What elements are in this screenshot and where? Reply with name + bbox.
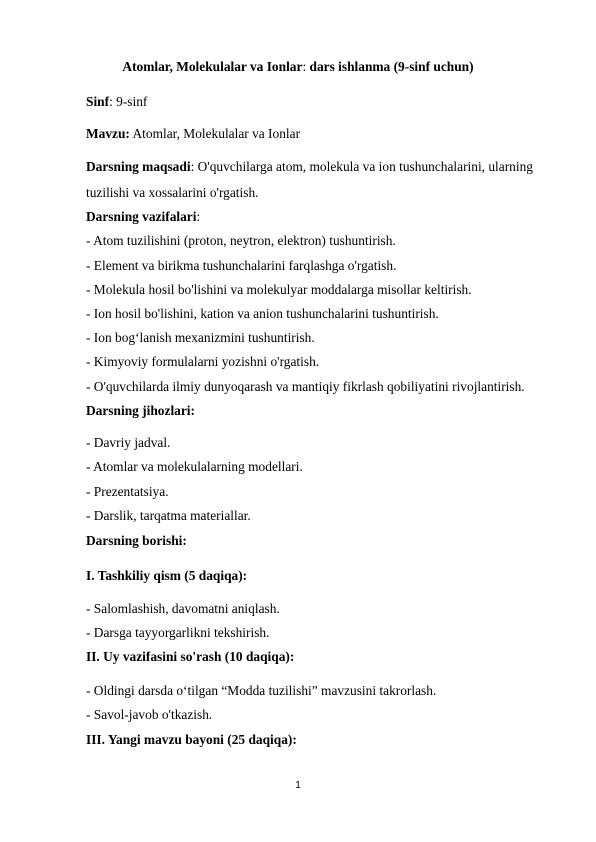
tasks-heading bbox=[86, 208, 200, 225]
goal-line-2: tuzilishi va xossalarini o'rgatish. bbox=[86, 185, 259, 200]
task-item: - Ion bog‘lanish mexanizmini tushuntirish. bbox=[86, 330, 315, 345]
grade-line bbox=[86, 93, 147, 110]
title-colon: : bbox=[302, 59, 310, 74]
topic-value: Atomlar, Molekulalar va Ionlar bbox=[129, 126, 301, 141]
topic-line bbox=[86, 125, 300, 142]
topic-label: Mavzu: bbox=[86, 126, 130, 141]
equipment-item: - Atomlar va molekulalarning modellari. bbox=[86, 459, 303, 474]
part1-item: - Darsga tayyorgarlikni tekshirish. bbox=[86, 625, 270, 640]
task-item: - Atom tuzilishini (proton, neytron, elektron) tushuntirish. bbox=[86, 233, 396, 248]
equipment-heading bbox=[86, 402, 195, 419]
title-bold: Atomlar, Molekulalar va Ionlar bbox=[122, 59, 303, 74]
page-number: 1 bbox=[295, 780, 301, 791]
tasks-label: Darsning vazifalari bbox=[86, 209, 197, 224]
task-item: - Ion hosil bo'lishini, kation va anion tushunchalarini tushuntirish. bbox=[86, 306, 439, 321]
procedure-label: Darsning borishi: bbox=[86, 533, 187, 548]
grade-value: : 9-sinf bbox=[109, 94, 148, 109]
equipment-label: Darsning jihozlari: bbox=[86, 403, 195, 418]
goal-line-1 bbox=[86, 158, 533, 175]
part2-label: II. Uy vazifasini so'rash (10 daqiqa): bbox=[86, 649, 295, 664]
part3-heading bbox=[86, 731, 297, 748]
title-rest: dars ishlanma (9-sinf uchun) bbox=[309, 59, 474, 74]
task-item: - Molekula hosil bo'lishini va molekulyar moddalarga misollar keltirish. bbox=[86, 282, 472, 297]
equipment-item: - Prezentatsiya. bbox=[86, 484, 169, 499]
part2-heading bbox=[86, 648, 294, 665]
procedure-heading bbox=[86, 532, 187, 549]
goal-label: Darsning maqsadi bbox=[86, 159, 191, 174]
task-item: - Kimyoviy formulalarni yozishni o'rgatish. bbox=[86, 354, 320, 369]
part1-label: I. Tashkiliy qism (5 daqiqa): bbox=[86, 568, 248, 583]
document-title bbox=[0, 58, 596, 75]
part1-item: - Salomlashish, davomatni aniqlash. bbox=[86, 601, 280, 616]
goal-text-1: : O'quvchilarga atom, molekula va ion tushunchalarini, ularning bbox=[190, 159, 533, 174]
part2-item: - Oldingi darsda o‘tilgan “Modda tuzilishi” mavzusini takrorlash. bbox=[86, 683, 437, 698]
part3-label: III. Yangi mavzu bayoni (25 daqiqa): bbox=[86, 732, 297, 747]
equipment-item: - Darslik, tarqatma materiallar. bbox=[86, 508, 251, 523]
grade-label: Sinf bbox=[86, 94, 110, 109]
task-item: - O'quvchilarda ilmiy dunyoqarash va mantiqiy fikrlash qobiliyatini rivojlantirish. bbox=[86, 379, 525, 394]
part1-heading bbox=[86, 567, 247, 584]
task-item: - Element va birikma tushunchalarini farqlashga o'rgatish. bbox=[86, 258, 397, 273]
equipment-item: - Davriy jadval. bbox=[86, 435, 171, 450]
tasks-colon: : bbox=[196, 209, 201, 224]
part2-item: - Savol-javob o'tkazish. bbox=[86, 707, 213, 722]
